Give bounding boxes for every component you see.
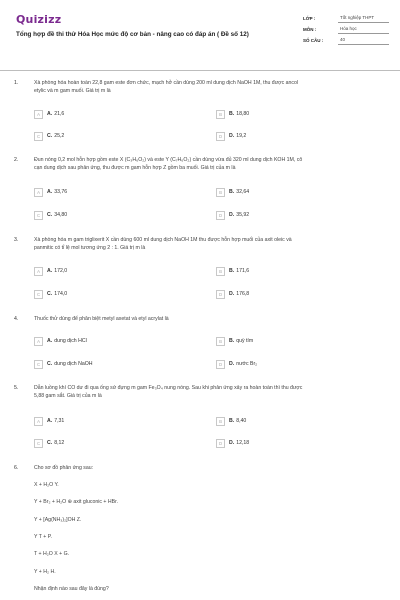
question-number: 3. (14, 237, 19, 243)
option-box[interactable]: B (216, 267, 225, 276)
question-text: cạn dung dịch sau phản ứng, thu được m gam hỗn hợp Z gồm ba muối. Giá trị của m là (34, 165, 236, 171)
option-d[interactable] (216, 359, 257, 369)
option-d[interactable] (216, 131, 246, 141)
reaction-line: Y + [Ag(NH₃)₂]OH Z. (34, 517, 82, 523)
option-c[interactable] (34, 131, 64, 141)
option-d[interactable] (216, 438, 249, 448)
option-a[interactable] (34, 109, 64, 119)
option-c[interactable] (34, 438, 64, 448)
option-box[interactable]: A (34, 267, 43, 276)
meta-row-subject (303, 24, 389, 35)
option-text: 18,80 (236, 111, 250, 117)
option-d[interactable] (216, 289, 249, 299)
meta-panel (303, 13, 389, 46)
question-text: etylic và m gam muối. Giá trị m là (34, 88, 111, 94)
option-text: 33,76 (54, 189, 68, 195)
option-letter: B. (229, 111, 235, 117)
option-box[interactable]: B (216, 417, 225, 426)
option-box[interactable]: B (216, 188, 225, 197)
option-text: 32,64 (236, 189, 250, 195)
option-box[interactable]: C (34, 360, 43, 369)
option-a[interactable] (34, 266, 67, 276)
option-letter: B. (229, 189, 235, 195)
option-text: 8,12 (54, 440, 65, 446)
option-letter: C. (47, 133, 53, 139)
meta-label: SỐ CÂU : (303, 38, 324, 43)
option-b[interactable] (216, 336, 253, 346)
question-text: Xà phòng hóa m gam triglixerit X cần dùng 600 ml dung dịch NaOH 1M thu được hỗn hợp muối của axit oleic và (34, 237, 292, 243)
option-text: 35,92 (236, 212, 250, 218)
meta-label: MÔN : (303, 27, 317, 32)
option-letter: D. (229, 133, 235, 139)
option-c[interactable] (34, 210, 67, 220)
meta-value: 40 (338, 36, 389, 45)
reaction-line: T + H₂O X + G. (34, 551, 70, 557)
question-number: 5. (14, 385, 19, 391)
reaction-line: Y + Br₂ + H₂O ⊕ axit gluconic + HBr. (34, 499, 118, 505)
option-text: 8,40 (236, 418, 247, 424)
option-box[interactable]: C (34, 290, 43, 299)
option-box[interactable]: D (216, 211, 225, 220)
option-letter: D. (229, 440, 235, 446)
option-letter: A. (47, 111, 53, 117)
question-text: 5,88 gam sắt. Giá trị của m là (34, 393, 102, 399)
option-text: 34,80 (54, 212, 68, 218)
option-letter: D. (229, 291, 235, 297)
option-c[interactable] (34, 289, 67, 299)
question-text: Dẫn luồng khí CO dư đi qua ống sứ đựng m gam Fe₃O₄ nung nóng. Sau khi phản ứng xảy ra hoàn toàn thì thu được (34, 385, 303, 391)
option-letter: A. (47, 189, 53, 195)
option-box[interactable]: D (216, 290, 225, 299)
option-box[interactable]: C (34, 132, 43, 141)
option-text: dung dịch HCl (54, 338, 87, 344)
option-box[interactable]: D (216, 360, 225, 369)
option-text: 172,0 (54, 268, 68, 274)
option-letter: A. (47, 268, 53, 274)
meta-value: Tốt nghiệp THPT (338, 14, 389, 23)
option-box[interactable]: A (34, 110, 43, 119)
option-box[interactable]: A (34, 188, 43, 197)
option-text: nước Br₂ (236, 361, 258, 367)
option-b[interactable] (216, 266, 249, 276)
header-divider (0, 70, 400, 71)
question-text: Cho sơ đồ phản ứng sau: (34, 465, 94, 471)
option-text: 25,2 (54, 133, 65, 139)
option-box[interactable]: A (34, 337, 43, 346)
reaction-line: Y T + P. (34, 534, 52, 540)
question-text: Xà phòng hóa hoàn toàn 22,8 gam este đơn chức, mạch hở cần dùng 200 ml dung dịch NaOH 1M, thu được ancol (34, 80, 299, 86)
question-text: Thuốc thử dùng để phân biệt metyl axetat và etyl acrylat là (34, 316, 169, 322)
option-d[interactable] (216, 210, 249, 220)
meta-row-count (303, 35, 389, 46)
meta-label: LỚP : (303, 16, 316, 21)
option-b[interactable] (216, 187, 249, 197)
option-text: 174,0 (54, 291, 68, 297)
quizizz-logo: Quizizz (16, 13, 62, 26)
reaction-line: X + H₂O Y. (34, 482, 59, 488)
option-letter: C. (47, 361, 53, 367)
option-text: 21,6 (54, 111, 65, 117)
question-number: 6. (14, 465, 19, 471)
option-box[interactable]: B (216, 110, 225, 119)
option-letter: B. (229, 418, 235, 424)
reaction-line: Y + H₂ H. (34, 569, 56, 575)
option-box[interactable]: D (216, 132, 225, 141)
question-text: panmitic có tỉ lệ mol tương ứng 2 : 1. Giá trị m là (34, 245, 146, 251)
option-box[interactable]: A (34, 417, 43, 426)
option-letter: C. (47, 291, 53, 297)
option-text: 171,6 (236, 268, 250, 274)
option-letter: D. (229, 212, 235, 218)
option-letter: A. (47, 418, 53, 424)
option-letter: C. (47, 212, 53, 218)
question-text: Đun nóng 0,2 mol hỗn hợp gồm este X (C₃H₆O₂) và este Y (C₇H₆O₂) cần dùng vừa đủ 320 ml dung dịch KOH 1M, cô (34, 157, 303, 163)
option-box[interactable]: C (34, 439, 43, 448)
option-text: 19,2 (236, 133, 247, 139)
meta-value: Hóa học (338, 25, 389, 34)
question-number: 4. (14, 316, 19, 322)
option-text: 12,18 (236, 440, 250, 446)
option-letter: A. (47, 338, 53, 344)
meta-row-class (303, 13, 389, 24)
option-c[interactable] (34, 359, 93, 369)
option-text: quỳ tím (236, 338, 254, 344)
option-box[interactable]: B (216, 337, 225, 346)
option-a[interactable] (34, 336, 87, 346)
option-letter: D. (229, 361, 235, 367)
question-number: 1. (14, 80, 19, 86)
option-a[interactable] (34, 187, 67, 197)
option-letter: B. (229, 268, 235, 274)
option-a[interactable] (34, 416, 64, 426)
option-b[interactable] (216, 416, 246, 426)
option-text: 176,8 (236, 291, 250, 297)
option-text: dung dịch NaOH (54, 361, 93, 367)
option-box[interactable]: C (34, 211, 43, 220)
question-prompt: Nhận định nào sau đây là đúng? (34, 586, 109, 592)
question-number: 2. (14, 157, 19, 163)
option-box[interactable]: D (216, 439, 225, 448)
option-text: 7,31 (54, 418, 65, 424)
option-letter: C. (47, 440, 53, 446)
page-title: Tổng hợp đề thi thử Hóa Học mức độ cơ bản - nâng cao có đáp án ( Đề số 12) (16, 31, 249, 38)
option-letter: B. (229, 338, 235, 344)
option-b[interactable] (216, 109, 249, 119)
page-header (0, 0, 400, 68)
